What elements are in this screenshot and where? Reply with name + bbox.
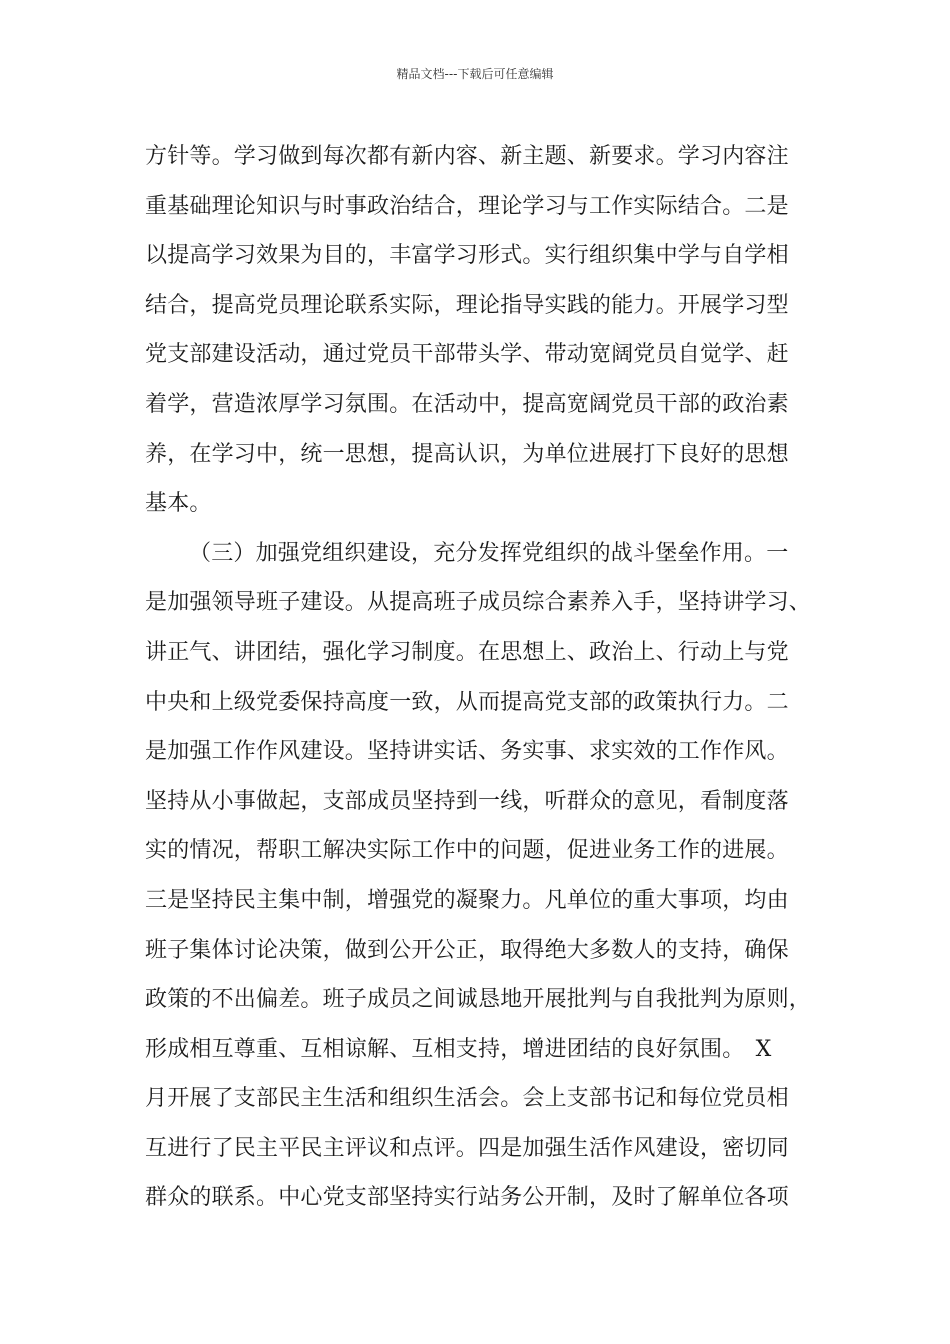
text-line: 讲正气、讲团结，强化学习制度。在思想上、政治上、行动上与党 xyxy=(145,639,789,665)
text-line: 互进行了民主平民主评议和点评。四是加强生活作风建设，密切同 xyxy=(145,1135,789,1161)
paragraph-start-line: （三）加强党组织建设，充分发挥党组织的战斗堡垒作用。一 xyxy=(189,540,789,566)
text-line: 政策的不出偏差。班子成员之间诚恳地开展批判与自我批判为原则， xyxy=(145,987,812,1013)
text-line: 以提高学习效果为目的，丰富学习形式。实行组织集中学与自学相 xyxy=(145,243,789,269)
text-line: 三是坚持民主集中制，增强党的凝聚力。凡单位的重大事项，均由 xyxy=(145,887,789,913)
text-line: 形成相互尊重、互相谅解、互相支持，增进团结的良好氛围。 X xyxy=(145,1036,772,1062)
text-line: 实的情况，帮职工解决实际工作中的问题，促进业务工作的进展。 xyxy=(145,838,789,864)
page-header: 精品文档---下载后可任意编辑 xyxy=(396,67,554,81)
text-line: 是加强领导班子建设。从提高班子成员综合素养入手，坚持讲学习、 xyxy=(145,590,812,616)
document-body xyxy=(145,132,825,1223)
text-line: 是加强工作作风建设。坚持讲实话、务实事、求实效的工作作风。 xyxy=(145,739,789,765)
text-line: 月开展了支部民主生活和组织生活会。会上支部书记和每位党员相 xyxy=(145,1086,789,1112)
text-line: 养，在学习中，统一思想，提高认识，为单位进展打下良好的思想 xyxy=(145,441,789,467)
text-line: 重基础理论知识与时事政治结合，理论学习与工作实际结合。二是 xyxy=(145,193,789,219)
text-line: 党支部建设活动，通过党员干部带头学、带动宽阔党员自觉学、赶 xyxy=(145,342,789,368)
text-line: 基本。 xyxy=(145,491,212,517)
text-line: 群众的联系。中心党支部坚持实行站务公开制，及时了解单位各项 xyxy=(145,1185,789,1211)
text-line: 着学，营造浓厚学习氛围。在活动中，提高宽阔党员干部的政治素 xyxy=(145,391,789,417)
text-line: 班子集体讨论决策，做到公开公正，取得绝大多数人的支持，确保 xyxy=(145,937,789,963)
text-line: 方针等。学习做到每次都有新内容、新主题、新要求。学习内容注 xyxy=(145,144,789,169)
text-line: 坚持从小事做起，支部成员坚持到一线，听群众的意见，看制度落 xyxy=(145,788,789,814)
text-line: 中央和上级党委保持高度一致，从而提高党支部的政策执行力。二 xyxy=(145,689,789,715)
text-line: 结合，提高党员理论联系实际，理论指导实践的能力。开展学习型 xyxy=(145,292,789,318)
